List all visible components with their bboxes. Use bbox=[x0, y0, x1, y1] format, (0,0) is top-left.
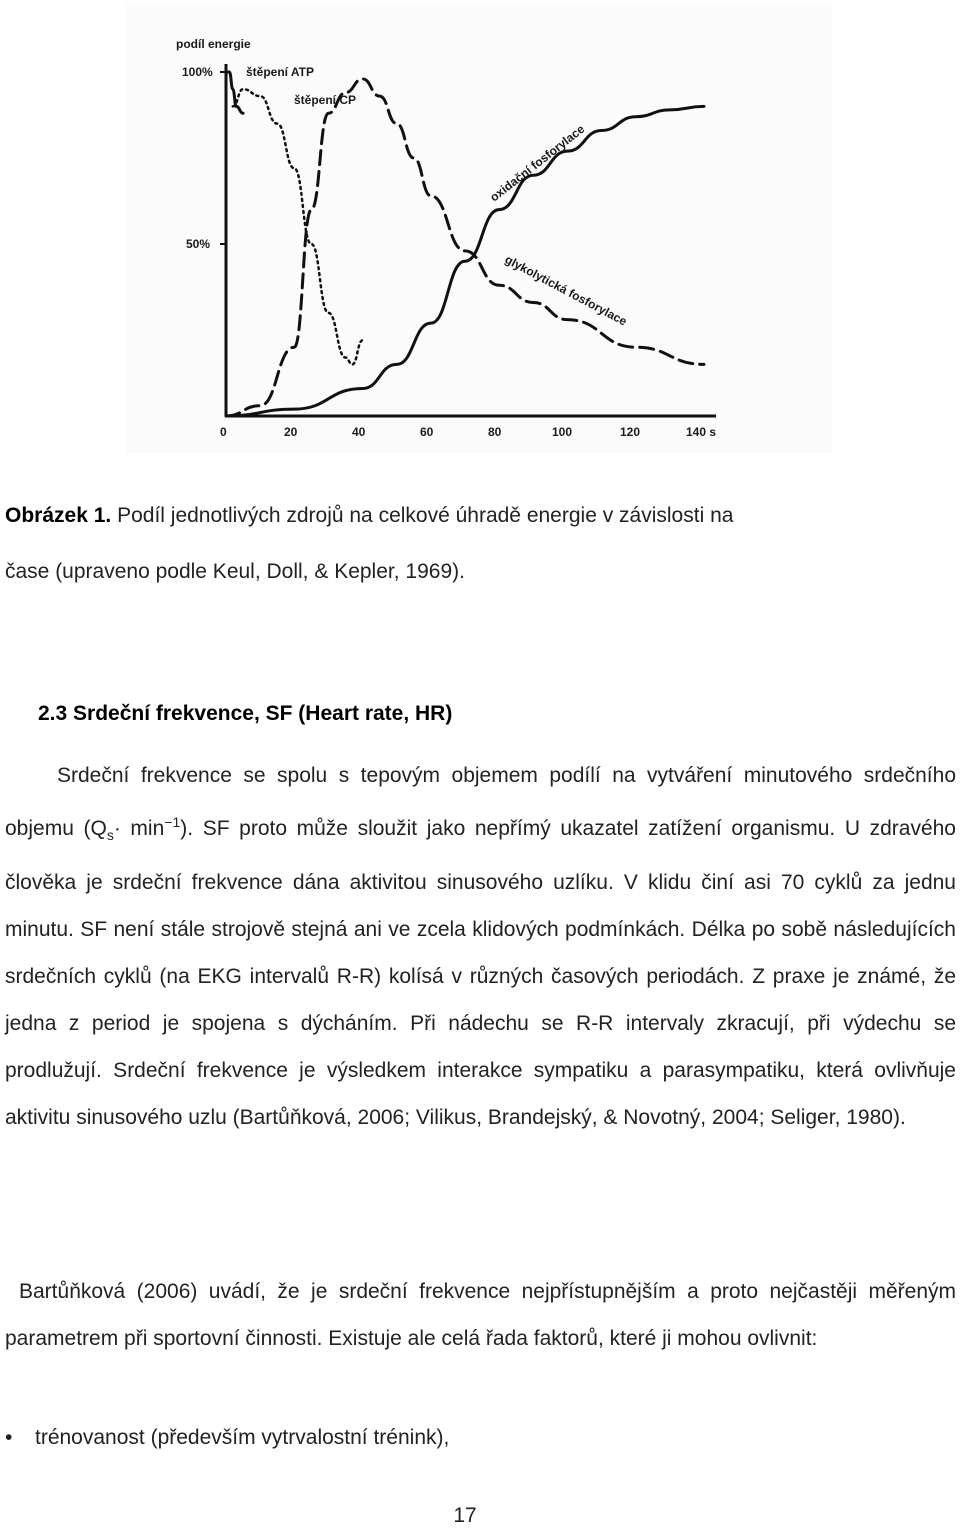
x-tick-label: 40 bbox=[352, 425, 366, 439]
x-tick-label: 80 bbox=[488, 425, 502, 439]
bullet-item-1-text: trénovanost (především vytrvalostní trénink), bbox=[35, 1426, 450, 1449]
y-tick-label-100: 100% bbox=[182, 65, 213, 79]
caption-label: Obrázek 1. bbox=[5, 504, 112, 527]
y-tick-label-50: 50% bbox=[186, 237, 211, 251]
x-tick-label: 140 s bbox=[686, 425, 717, 439]
x-tick-label: 100 bbox=[552, 425, 573, 439]
caption-text-line1: Podíl jednotlivých zdrojů na celkové úhradě energie v závislosti na bbox=[117, 504, 734, 527]
caption-text-line2: čase (upraveno podle Keul, Doll, & Kepler, 1969). bbox=[5, 560, 465, 583]
series-label-cp: štěpení CP bbox=[294, 93, 357, 107]
y-axis-title: podíl energie bbox=[176, 37, 251, 51]
paragraph-2 bbox=[5, 1268, 956, 1362]
energy-contribution-figure bbox=[126, 4, 832, 454]
paragraph-1 bbox=[5, 752, 956, 1141]
x-tick-label: 20 bbox=[284, 425, 298, 439]
paragraph-1-text-b: · min bbox=[113, 817, 165, 840]
energy-chart bbox=[126, 4, 832, 454]
figure-caption bbox=[5, 488, 955, 600]
paragraph-1-sub: s bbox=[106, 827, 114, 844]
paragraph-1-sup: −1 bbox=[164, 814, 181, 830]
paragraph-1-text-c: ). SF proto může sloužit jako nepřímý ukazatel zatížení organismu. U zdravého člověka je srdeční frekvence dána aktivitou sinusového uzlíku. V klidu činí asi 70 cyklů za jednu minutu. SF není stále strojově stejná ani ve zcela klidových podmínkách. Délka po sobě následujících srdečních cyklů (na EKG intervalů R-R) kolísá v různých časových periodách. Z praxe je známé, že jedna z period je spojena s dýcháním. Při nádechu se R-R intervaly zkracují, při výdechu se prodlužují. Srdeční frekvence je výsledkem interakce sympatiku a parasympatiku, která ovlivňuje aktivitu sinusového uzlu (Bartůňková, 2006; Vilikus, Brandejský, & Novotný, 2004; Seliger, 1980). bbox=[5, 817, 956, 1130]
x-tick-label: 0 bbox=[220, 425, 227, 439]
series-label-oxid: oxidační fosforylace bbox=[487, 121, 588, 205]
series-label-glyco: glykolytická fosforylace bbox=[502, 252, 630, 329]
bullet-icon: • bbox=[5, 1426, 13, 1449]
paragraph-2-text: Bartůňková (2006) uvádí, že je srdeční frekvence nejpřístupnějším a proto nejčastěji měřeným parametrem při sportovní činnosti. Existuje ale celá řada faktorů, které ji mohou ovlivnit: bbox=[5, 1280, 956, 1350]
series-label-atp: štěpení ATP bbox=[246, 65, 315, 79]
x-tick-label: 120 bbox=[620, 425, 641, 439]
section-heading: 2.3 Srdeční frekvence, SF (Heart rate, HR) bbox=[38, 702, 453, 725]
bullet-item-1 bbox=[5, 1426, 449, 1450]
paragraph-1-text-a: Srdeční frekvence se spolu s tepovým objemem podílí na vytváření minutového srdečního objemu (Q bbox=[5, 764, 956, 840]
page-number: 17 bbox=[453, 1504, 477, 1527]
figure-background bbox=[126, 4, 832, 454]
x-tick-label: 60 bbox=[420, 425, 434, 439]
